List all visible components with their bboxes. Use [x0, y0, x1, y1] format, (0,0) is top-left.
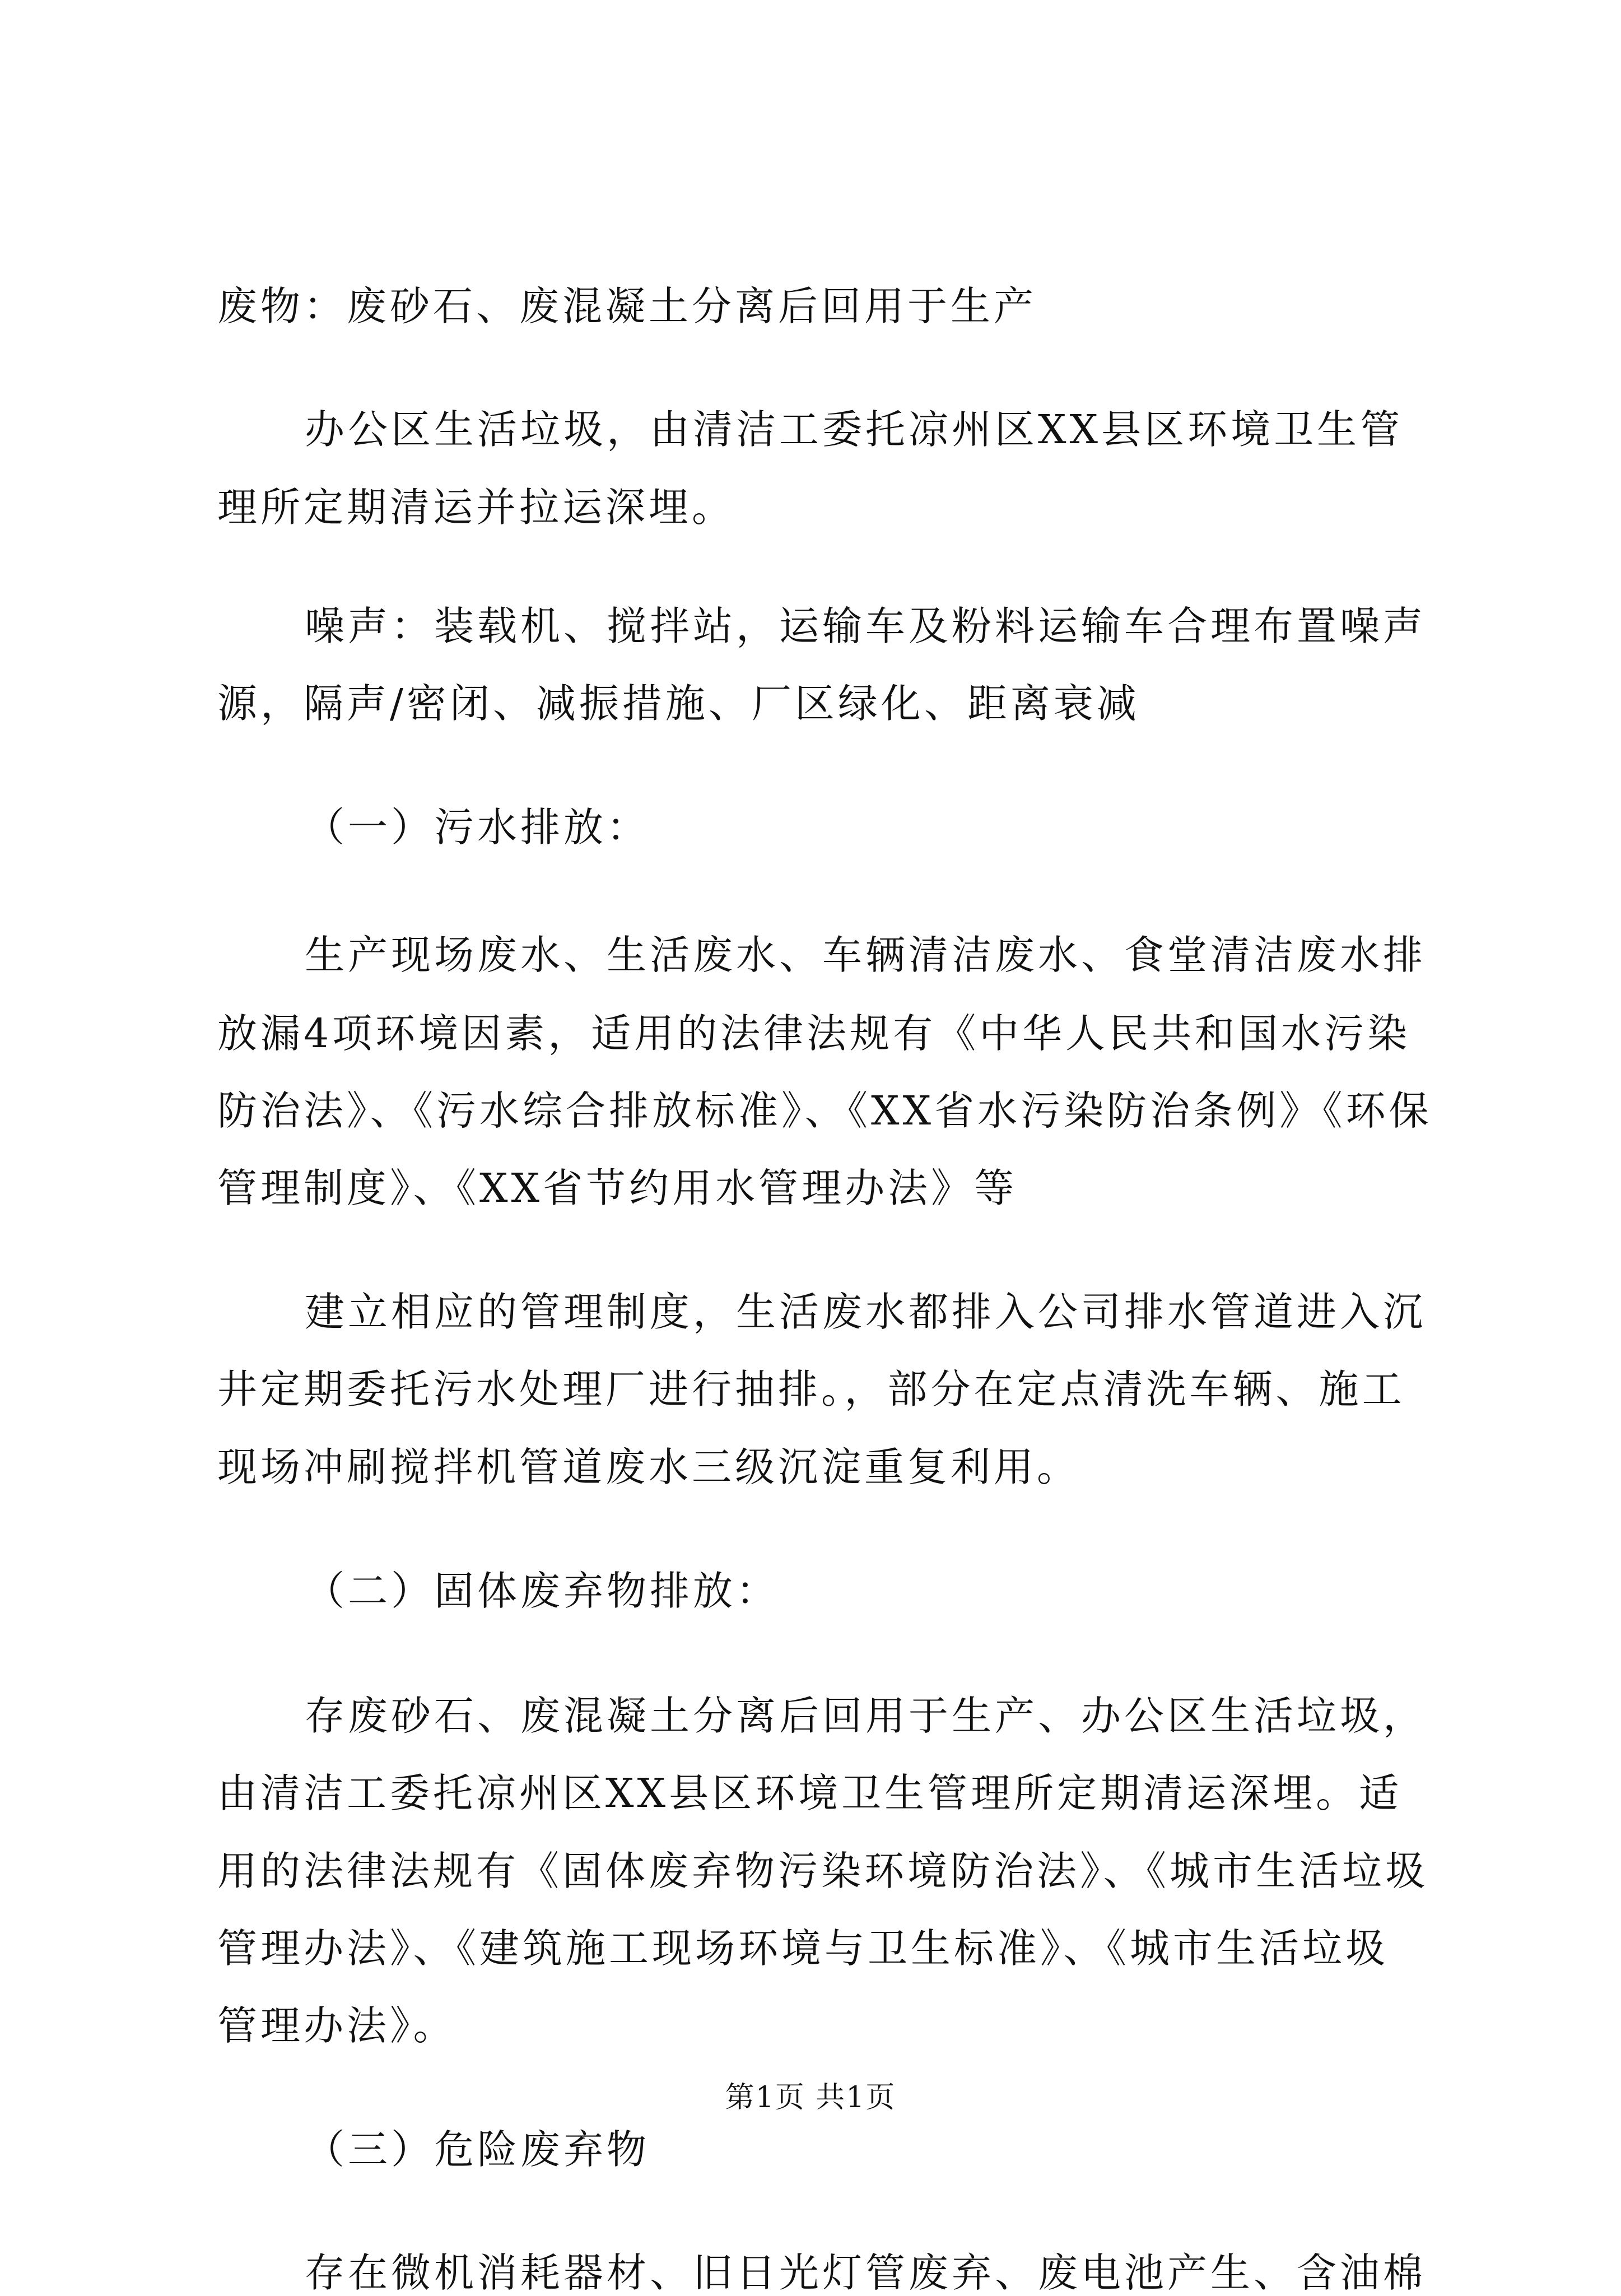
text-line: 井定期委托污水处理厂进行抽排。，部分在定点清洗车辆、施工	[217, 1366, 1405, 1412]
text-line: （二）固体废弃物排放：	[305, 1568, 780, 1614]
page-footer	[0, 2081, 1621, 2114]
text-line: 噪声：装载机、搅拌站，运输车及粉料运输车合理布置噪声	[305, 603, 1427, 649]
text-line: 理所定期清运并拉运深埋。	[217, 484, 735, 531]
text-line: 存在微机消耗器材、旧日光灯管废弃、废电池产生、含油棉	[305, 2249, 1427, 2296]
text-line: 源，隔声/密闭、减振措施、厂区绿化、距离衰减	[217, 680, 1140, 727]
text-line: 建立相应的管理制度，生活废水都排入公司排水管道进入沉	[305, 1289, 1427, 1335]
text-line: 防治法》、《污水综合排放标准》、《XX省水污染防治条例》《环保	[217, 1087, 1432, 1134]
text-line: 管理制度》、《XX省节约用水管理办法》等	[217, 1165, 1018, 1211]
page-number: 第1页 共1页	[725, 2081, 896, 2114]
text-line: 存废砂石、废混凝土分离后回用于生产、办公区生活垃圾，	[305, 1693, 1427, 1739]
text-line: 管理办法》、《建筑施工现场环境与卫生标准》、《城市生活垃圾	[217, 1925, 1389, 1972]
text-line: （一）污水排放：	[305, 804, 650, 850]
text-line: 现场冲刷搅拌机管道废水三级沉淀重复利用。	[217, 1444, 1080, 1490]
text-line: 放漏4项环境因素，适用的法律法规有《中华人民共和国水污染	[217, 1010, 1411, 1057]
text-line: 用的法律法规有《固体废弃物污染环境防治法》、《城市生活垃圾	[217, 1848, 1429, 1894]
text-line: 管理办法》。	[217, 2002, 457, 2049]
text-line: 由清洁工委托凉州区XX县区环境卫生管理所定期清运深埋。适	[217, 1770, 1403, 1816]
text-line: （三）危险废弃物	[305, 2126, 650, 2173]
text-line: 生产现场废水、生活废水、车辆清洁废水、食堂清洁废水排	[305, 932, 1427, 978]
text-line: 办公区生活垃圾，由清洁工委托凉州区XX县区环境卫生管	[305, 406, 1404, 453]
text-line: 废物：废砂石、废混凝土分离后回用于生产	[217, 283, 1037, 329]
